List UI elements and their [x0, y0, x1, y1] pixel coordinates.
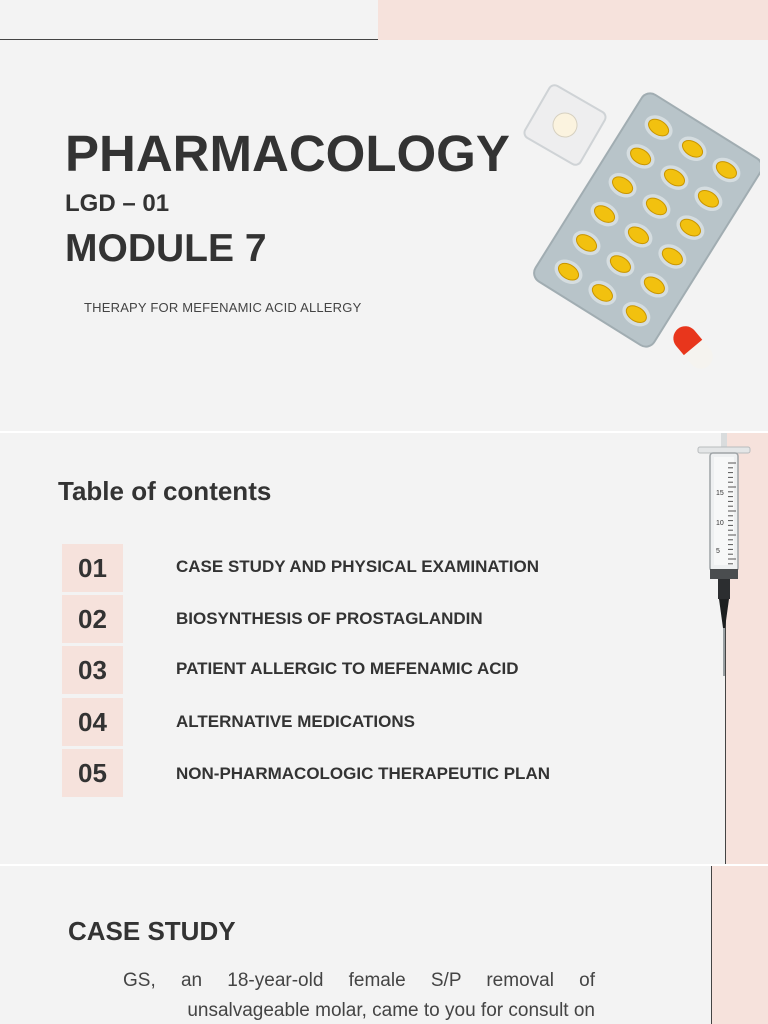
- toc-number: 04: [62, 698, 123, 746]
- toc-number: 01: [62, 544, 123, 592]
- top-accent-band: [378, 0, 768, 40]
- top-divider-line: [0, 39, 378, 40]
- tagline: THERAPY FOR MEFENAMIC ACID ALLERGY: [84, 300, 362, 315]
- case-study-title: CASE STUDY: [68, 916, 236, 946]
- toc-number: 05: [62, 749, 123, 797]
- toc-slide: [0, 433, 768, 864]
- case-study-text-line: unsalvageable molar, came to you for consult on: [187, 1000, 595, 1021]
- page-title: PHARMACOLOGY: [65, 125, 510, 182]
- syringe-scale-label: 5: [716, 548, 720, 555]
- page-subtitle: LGD – 01: [65, 190, 170, 217]
- toc-item-label[interactable]: CASE STUDY AND PHYSICAL EXAMINATION: [176, 557, 540, 576]
- toc-item-label[interactable]: BIOSYNTHESIS OF PROSTAGLANDIN: [176, 609, 483, 628]
- toc-item-label[interactable]: PATIENT ALLERGIC TO MEFENAMIC ACID: [176, 659, 519, 678]
- title-slide: [0, 0, 768, 431]
- case-study-slide: [0, 866, 768, 1024]
- pill-blister-icon: [520, 80, 760, 390]
- toc-number: 02: [62, 595, 123, 643]
- toc-item-label[interactable]: NON-PHARMACOLOGIC THERAPEUTIC PLAN: [176, 764, 550, 783]
- right-accent-band: [712, 866, 768, 1024]
- toc-number: 03: [62, 646, 123, 694]
- case-study-text-line: GS, an 18-year-old female S/P removal of: [123, 970, 595, 991]
- syringe-scale-label: 15: [716, 490, 724, 497]
- syringe-icon: [692, 433, 756, 683]
- module-title: MODULE 7: [65, 227, 267, 270]
- toc-title: Table of contents: [58, 476, 272, 506]
- right-divider-line: [711, 866, 712, 1024]
- toc-item-label[interactable]: ALTERNATIVE MEDICATIONS: [176, 712, 415, 731]
- syringe-scale-label: 10: [716, 520, 724, 527]
